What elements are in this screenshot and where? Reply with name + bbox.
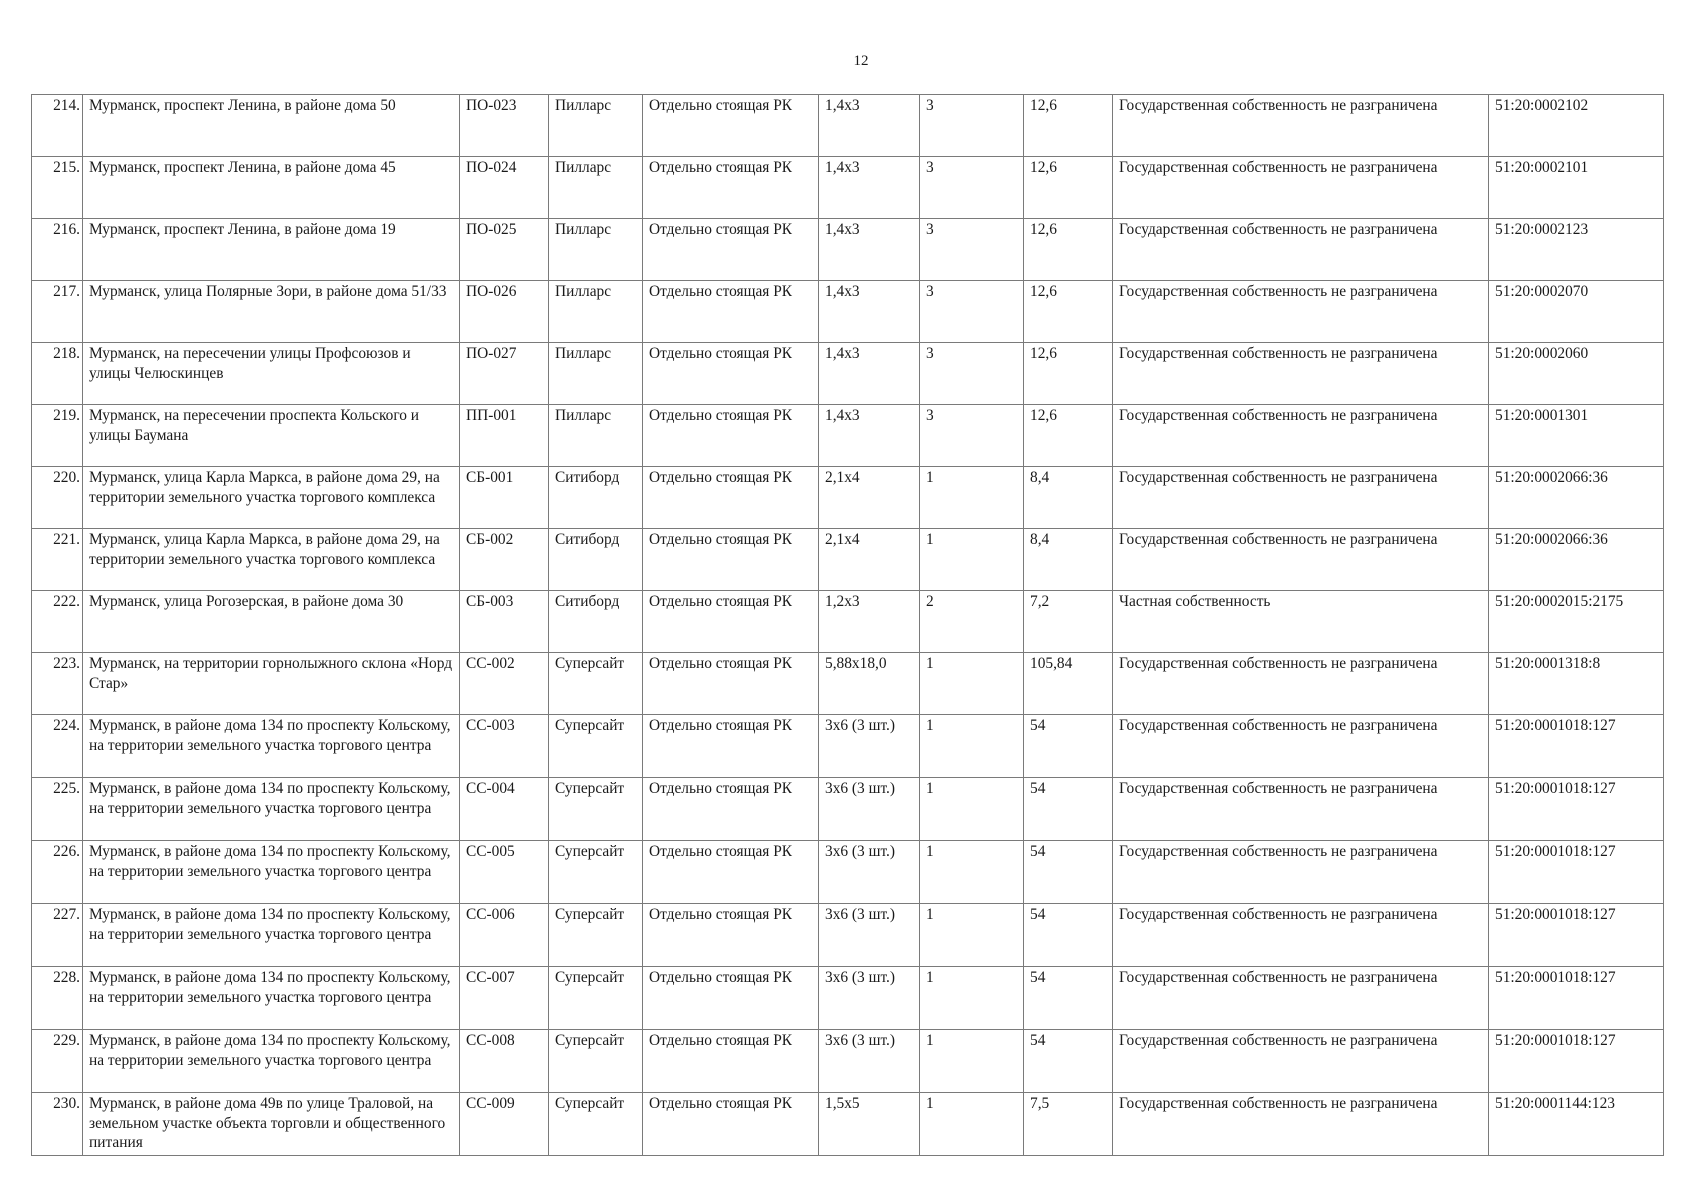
- row-number-cell: 217.: [32, 281, 83, 343]
- code-cell: СС-007: [460, 967, 549, 1030]
- table-row: [32, 778, 1664, 841]
- cadastral-number-cell: 51:20:0001018:127: [1489, 841, 1664, 904]
- size-cell: 3x6 (3 шт.): [819, 778, 920, 841]
- ownership-cell: Государственная собственность не разграничена: [1113, 904, 1489, 967]
- ownership-cell: Государственная собственность не разграничена: [1113, 841, 1489, 904]
- size-cell: 2,1x4: [819, 529, 920, 591]
- sides-count-cell: 1: [920, 715, 1024, 778]
- construction-type-cell: Ситиборд: [549, 467, 643, 529]
- placement-kind-cell: Отдельно стоящая РК: [643, 405, 819, 467]
- construction-type-cell: Пилларс: [549, 157, 643, 219]
- area-cell: 54: [1024, 715, 1113, 778]
- row-number-cell: 230.: [32, 1093, 83, 1156]
- row-number-cell: 227.: [32, 904, 83, 967]
- code-cell: СБ-003: [460, 591, 549, 653]
- construction-type-cell: Суперсайт: [549, 841, 643, 904]
- address-cell: Мурманск, в районе дома 134 по проспекту Кольскому, на территории земельного участка торгового центра: [83, 967, 460, 1030]
- cadastral-number-cell: 51:20:0001018:127: [1489, 778, 1664, 841]
- ownership-cell: Государственная собственность не разграничена: [1113, 1030, 1489, 1093]
- area-cell: 7,5: [1024, 1093, 1113, 1156]
- cadastral-number-cell: 51:20:0002101: [1489, 157, 1664, 219]
- size-cell: 3x6 (3 шт.): [819, 841, 920, 904]
- code-cell: ПП-001: [460, 405, 549, 467]
- code-cell: СС-003: [460, 715, 549, 778]
- cadastral-number-cell: 51:20:0001018:127: [1489, 715, 1664, 778]
- code-cell: СС-005: [460, 841, 549, 904]
- table-row: [32, 529, 1664, 591]
- code-cell: ПО-023: [460, 95, 549, 157]
- cadastral-number-cell: 51:20:0001018:127: [1489, 1030, 1664, 1093]
- construction-type-cell: Ситиборд: [549, 529, 643, 591]
- cadastral-number-cell: 51:20:0002060: [1489, 343, 1664, 405]
- size-cell: 3x6 (3 шт.): [819, 715, 920, 778]
- size-cell: 1,4x3: [819, 157, 920, 219]
- code-cell: ПО-027: [460, 343, 549, 405]
- construction-type-cell: Суперсайт: [549, 904, 643, 967]
- size-cell: 3x6 (3 шт.): [819, 904, 920, 967]
- address-cell: Мурманск, проспект Ленина, в районе дома 50: [83, 95, 460, 157]
- table-row: [32, 281, 1664, 343]
- placement-kind-cell: Отдельно стоящая РК: [643, 967, 819, 1030]
- row-number-cell: 214.: [32, 95, 83, 157]
- area-cell: 54: [1024, 904, 1113, 967]
- row-number-cell: 219.: [32, 405, 83, 467]
- placement-kind-cell: Отдельно стоящая РК: [643, 343, 819, 405]
- placement-kind-cell: Отдельно стоящая РК: [643, 281, 819, 343]
- sides-count-cell: 3: [920, 157, 1024, 219]
- size-cell: 1,5x5: [819, 1093, 920, 1156]
- code-cell: ПО-025: [460, 219, 549, 281]
- construction-type-cell: Суперсайт: [549, 1093, 643, 1156]
- placement-kind-cell: Отдельно стоящая РК: [643, 904, 819, 967]
- cadastral-number-cell: 51:20:0001301: [1489, 405, 1664, 467]
- cadastral-number-cell: 51:20:0001018:127: [1489, 904, 1664, 967]
- placement-kind-cell: Отдельно стоящая РК: [643, 778, 819, 841]
- sides-count-cell: 3: [920, 219, 1024, 281]
- placement-kind-cell: Отдельно стоящая РК: [643, 715, 819, 778]
- address-cell: Мурманск, в районе дома 134 по проспекту Кольскому, на территории земельного участка торгового центра: [83, 904, 460, 967]
- construction-type-cell: Пилларс: [549, 281, 643, 343]
- ownership-cell: Государственная собственность не разграничена: [1113, 405, 1489, 467]
- page-number: 12: [853, 53, 869, 69]
- cadastral-number-cell: 51:20:0002070: [1489, 281, 1664, 343]
- ownership-cell: Государственная собственность не разграничена: [1113, 281, 1489, 343]
- ownership-cell: Государственная собственность не разграничена: [1113, 157, 1489, 219]
- row-number-cell: 225.: [32, 778, 83, 841]
- construction-type-cell: Пилларс: [549, 405, 643, 467]
- ownership-cell: Государственная собственность не разграничена: [1113, 1093, 1489, 1156]
- size-cell: 1,4x3: [819, 343, 920, 405]
- address-cell: Мурманск, улица Карла Маркса, в районе дома 29, на территории земельного участка торгового комплекса: [83, 467, 460, 529]
- address-cell: Мурманск, улица Рогозерская, в районе дома 30: [83, 591, 460, 653]
- size-cell: 1,2x3: [819, 591, 920, 653]
- registry-body: [32, 95, 1664, 1156]
- cadastral-number-cell: 51:20:0001018:127: [1489, 967, 1664, 1030]
- code-cell: СС-002: [460, 653, 549, 715]
- row-number-cell: 229.: [32, 1030, 83, 1093]
- ownership-cell: Частная собственность: [1113, 591, 1489, 653]
- size-cell: 3x6 (3 шт.): [819, 1030, 920, 1093]
- row-number-cell: 218.: [32, 343, 83, 405]
- construction-type-cell: Ситиборд: [549, 591, 643, 653]
- code-cell: СБ-002: [460, 529, 549, 591]
- size-cell: 1,4x3: [819, 281, 920, 343]
- table-row: [32, 467, 1664, 529]
- cadastral-number-cell: 51:20:0002102: [1489, 95, 1664, 157]
- construction-type-cell: Пилларс: [549, 95, 643, 157]
- area-cell: 54: [1024, 778, 1113, 841]
- area-cell: 12,6: [1024, 405, 1113, 467]
- address-cell: Мурманск, улица Карла Маркса, в районе дома 29, на территории земельного участка торгового комплекса: [83, 529, 460, 591]
- code-cell: СБ-001: [460, 467, 549, 529]
- sides-count-cell: 1: [920, 904, 1024, 967]
- row-number-cell: 223.: [32, 653, 83, 715]
- table-row: [32, 95, 1664, 157]
- cadastral-number-cell: 51:20:0002015:2175: [1489, 591, 1664, 653]
- ownership-cell: Государственная собственность не разграничена: [1113, 343, 1489, 405]
- size-cell: 1,4x3: [819, 405, 920, 467]
- sides-count-cell: 3: [920, 343, 1024, 405]
- sides-count-cell: 3: [920, 95, 1024, 157]
- row-number-cell: 220.: [32, 467, 83, 529]
- sides-count-cell: 1: [920, 967, 1024, 1030]
- sides-count-cell: 1: [920, 841, 1024, 904]
- area-cell: 12,6: [1024, 281, 1113, 343]
- address-cell: Мурманск, в районе дома 134 по проспекту Кольскому, на территории земельного участка торгового центра: [83, 715, 460, 778]
- ownership-cell: Государственная собственность не разграничена: [1113, 219, 1489, 281]
- sides-count-cell: 3: [920, 281, 1024, 343]
- table-row: [32, 1093, 1664, 1156]
- area-cell: 54: [1024, 967, 1113, 1030]
- table-row: [32, 904, 1664, 967]
- table-row: [32, 715, 1664, 778]
- ownership-cell: Государственная собственность не разграничена: [1113, 967, 1489, 1030]
- placement-kind-cell: Отдельно стоящая РК: [643, 95, 819, 157]
- address-cell: Мурманск, в районе дома 134 по проспекту Кольскому, на территории земельного участка торгового центра: [83, 1030, 460, 1093]
- size-cell: 5,88x18,0: [819, 653, 920, 715]
- size-cell: 3x6 (3 шт.): [819, 967, 920, 1030]
- size-cell: 1,4x3: [819, 219, 920, 281]
- registry-table: [31, 94, 1664, 1156]
- area-cell: 12,6: [1024, 219, 1113, 281]
- row-number-cell: 226.: [32, 841, 83, 904]
- cadastral-number-cell: 51:20:0001144:123: [1489, 1093, 1664, 1156]
- cadastral-number-cell: 51:20:0002066:36: [1489, 467, 1664, 529]
- placement-kind-cell: Отдельно стоящая РК: [643, 1093, 819, 1156]
- address-cell: Мурманск, улица Полярные Зори, в районе дома 51/33: [83, 281, 460, 343]
- table-row: [32, 1030, 1664, 1093]
- sides-count-cell: 1: [920, 529, 1024, 591]
- address-cell: Мурманск, в районе дома 134 по проспекту Кольскому, на территории земельного участка торгового центра: [83, 778, 460, 841]
- row-number-cell: 228.: [32, 967, 83, 1030]
- area-cell: 54: [1024, 841, 1113, 904]
- address-cell: Мурманск, в районе дома 49в по улице Траловой, на земельном участке объекта торговли и общественного питания: [83, 1093, 460, 1156]
- ownership-cell: Государственная собственность не разграничена: [1113, 653, 1489, 715]
- code-cell: СС-008: [460, 1030, 549, 1093]
- ownership-cell: Государственная собственность не разграничена: [1113, 715, 1489, 778]
- table-row: [32, 405, 1664, 467]
- construction-type-cell: Пилларс: [549, 343, 643, 405]
- address-cell: Мурманск, проспект Ленина, в районе дома 19: [83, 219, 460, 281]
- row-number-cell: 222.: [32, 591, 83, 653]
- cadastral-number-cell: 51:20:0001318:8: [1489, 653, 1664, 715]
- ownership-cell: Государственная собственность не разграничена: [1113, 529, 1489, 591]
- area-cell: 8,4: [1024, 467, 1113, 529]
- area-cell: 54: [1024, 1030, 1113, 1093]
- placement-kind-cell: Отдельно стоящая РК: [643, 841, 819, 904]
- placement-kind-cell: Отдельно стоящая РК: [643, 529, 819, 591]
- sides-count-cell: 1: [920, 1030, 1024, 1093]
- table-row: [32, 343, 1664, 405]
- construction-type-cell: Суперсайт: [549, 778, 643, 841]
- size-cell: 1,4x3: [819, 95, 920, 157]
- construction-type-cell: Суперсайт: [549, 967, 643, 1030]
- construction-type-cell: Пилларс: [549, 219, 643, 281]
- construction-type-cell: Суперсайт: [549, 653, 643, 715]
- sides-count-cell: 1: [920, 653, 1024, 715]
- address-cell: Мурманск, в районе дома 134 по проспекту Кольскому, на территории земельного участка торгового центра: [83, 841, 460, 904]
- code-cell: СС-004: [460, 778, 549, 841]
- sides-count-cell: 1: [920, 1093, 1024, 1156]
- area-cell: 7,2: [1024, 591, 1113, 653]
- code-cell: ПО-024: [460, 157, 549, 219]
- cadastral-number-cell: 51:20:0002066:36: [1489, 529, 1664, 591]
- cadastral-number-cell: 51:20:0002123: [1489, 219, 1664, 281]
- address-cell: Мурманск, на пересечении проспекта Кольского и улицы Баумана: [83, 405, 460, 467]
- code-cell: ПО-026: [460, 281, 549, 343]
- area-cell: 12,6: [1024, 95, 1113, 157]
- area-cell: 12,6: [1024, 343, 1113, 405]
- code-cell: СС-006: [460, 904, 549, 967]
- construction-type-cell: Суперсайт: [549, 715, 643, 778]
- placement-kind-cell: Отдельно стоящая РК: [643, 591, 819, 653]
- sides-count-cell: 1: [920, 467, 1024, 529]
- ownership-cell: Государственная собственность не разграничена: [1113, 778, 1489, 841]
- table-row: [32, 841, 1664, 904]
- table-row: [32, 591, 1664, 653]
- sides-count-cell: 2: [920, 591, 1024, 653]
- row-number-cell: 224.: [32, 715, 83, 778]
- address-cell: Мурманск, проспект Ленина, в районе дома 45: [83, 157, 460, 219]
- address-cell: Мурманск, на пересечении улицы Профсоюзов и улицы Челюскинцев: [83, 343, 460, 405]
- sides-count-cell: 1: [920, 778, 1024, 841]
- table-row: [32, 967, 1664, 1030]
- size-cell: 2,1x4: [819, 467, 920, 529]
- row-number-cell: 221.: [32, 529, 83, 591]
- row-number-cell: 216.: [32, 219, 83, 281]
- placement-kind-cell: Отдельно стоящая РК: [643, 157, 819, 219]
- ownership-cell: Государственная собственность не разграничена: [1113, 467, 1489, 529]
- code-cell: СС-009: [460, 1093, 549, 1156]
- placement-kind-cell: Отдельно стоящая РК: [643, 653, 819, 715]
- sides-count-cell: 3: [920, 405, 1024, 467]
- placement-kind-cell: Отдельно стоящая РК: [643, 219, 819, 281]
- table-row: [32, 653, 1664, 715]
- placement-kind-cell: Отдельно стоящая РК: [643, 1030, 819, 1093]
- row-number-cell: 215.: [32, 157, 83, 219]
- address-cell: Мурманск, на территории горнолыжного склона «Норд Стар»: [83, 653, 460, 715]
- table-row: [32, 157, 1664, 219]
- area-cell: 8,4: [1024, 529, 1113, 591]
- ownership-cell: Государственная собственность не разграничена: [1113, 95, 1489, 157]
- area-cell: 12,6: [1024, 157, 1113, 219]
- placement-kind-cell: Отдельно стоящая РК: [643, 467, 819, 529]
- construction-type-cell: Суперсайт: [549, 1030, 643, 1093]
- area-cell: 105,84: [1024, 653, 1113, 715]
- table-row: [32, 219, 1664, 281]
